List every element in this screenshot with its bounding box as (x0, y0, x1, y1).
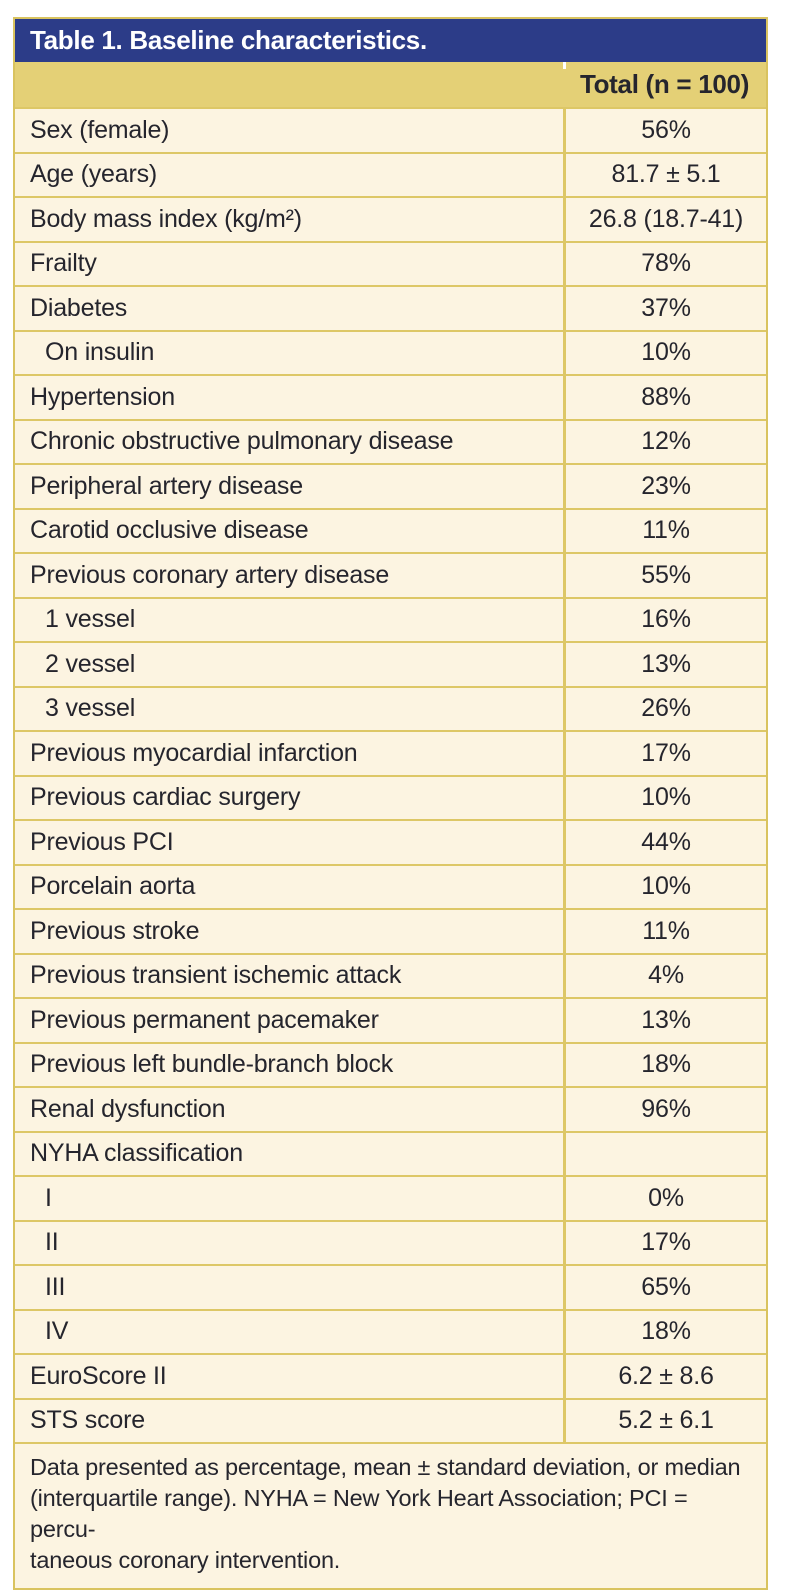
baseline-characteristics-table (13, 17, 768, 1590)
row-label: Carotid occlusive disease (30, 516, 309, 545)
row-value: 13% (563, 999, 766, 1042)
row-label: Previous permanent pacemaker (30, 1005, 379, 1034)
table-row (15, 285, 766, 330)
row-label: II (45, 1228, 59, 1257)
row-label: STS score (30, 1406, 145, 1435)
row-value: 12% (563, 421, 766, 464)
row-value: 23% (563, 465, 766, 508)
table-row (15, 597, 766, 642)
row-value: 4% (563, 955, 766, 998)
row-label: Chronic obstructive pulmonary disease (30, 427, 454, 456)
row-label: 1 vessel (45, 605, 136, 634)
table-body (15, 107, 766, 1442)
table-row (15, 1220, 766, 1265)
row-value: 18% (563, 1044, 766, 1087)
row-label: Previous left bundle-branch block (30, 1050, 394, 1079)
table-row (15, 196, 766, 241)
row-value: 10% (563, 866, 766, 909)
column-header-row (15, 62, 766, 107)
row-label: Previous coronary artery disease (30, 560, 390, 589)
table-row (15, 1175, 766, 1220)
row-label: 3 vessel (45, 694, 136, 723)
row-label: On insulin (45, 338, 155, 367)
footnote-line: taneous coronary intervention. (30, 1547, 341, 1573)
row-label: Diabetes (30, 293, 128, 322)
table-title-bar (15, 19, 766, 62)
row-value: 6.2 ± 8.6 (563, 1355, 766, 1398)
row-value: 37% (563, 287, 766, 330)
row-label: Previous transient ischemic attack (30, 961, 402, 990)
row-label: Sex (female) (30, 115, 170, 144)
row-label: NYHA classification (30, 1139, 243, 1168)
table-row (15, 241, 766, 286)
row-label: Porcelain aorta (30, 872, 196, 901)
row-value (563, 1133, 766, 1176)
row-value: 10% (563, 777, 766, 820)
table-row (15, 730, 766, 775)
row-value: 13% (563, 643, 766, 686)
row-label: EuroScore II (30, 1361, 167, 1390)
table-row (15, 1398, 766, 1443)
row-label: Body mass index (kg/m²) (30, 204, 302, 233)
row-value: 17% (563, 1222, 766, 1265)
table-row (15, 152, 766, 197)
row-label: Hypertension (30, 382, 175, 411)
row-label: IV (45, 1317, 69, 1346)
row-value: 88% (563, 376, 766, 419)
table-row (15, 953, 766, 998)
row-label: Age (years) (30, 160, 158, 189)
row-label: Previous cardiac surgery (30, 783, 301, 812)
table-row (15, 1264, 766, 1309)
row-label: Frailty (30, 249, 97, 278)
column-header-total: Total (n = 100) (579, 69, 750, 99)
table-row (15, 641, 766, 686)
row-value: 56% (563, 109, 766, 152)
row-value: 0% (563, 1177, 766, 1220)
table-row (15, 1353, 766, 1398)
row-label: Peripheral artery disease (30, 471, 303, 500)
table-row (15, 508, 766, 553)
row-value: 26.8 (18.7-41) (563, 198, 766, 241)
table-footnote (15, 1442, 766, 1588)
row-label: Renal dysfunction (30, 1094, 226, 1123)
row-value: 5.2 ± 6.1 (563, 1400, 766, 1443)
footnote-line: Data presented as percentage, mean ± standard deviation, or median (30, 1454, 741, 1480)
table-title: Table 1. Baseline characteristics. (30, 25, 427, 55)
column-divider-tick (563, 62, 566, 69)
table-row (15, 1042, 766, 1087)
table-row (15, 1131, 766, 1176)
row-value: 96% (563, 1088, 766, 1131)
row-label: Previous PCI (30, 827, 174, 856)
table-row (15, 775, 766, 820)
row-label: I (45, 1183, 52, 1212)
row-label: III (45, 1272, 66, 1301)
column-header-spacer (15, 62, 563, 107)
row-value: 11% (563, 910, 766, 953)
table-row (15, 1309, 766, 1354)
row-value: 55% (563, 554, 766, 597)
table-row (15, 463, 766, 508)
table-row (15, 997, 766, 1042)
row-value: 44% (563, 821, 766, 864)
table-row (15, 419, 766, 464)
row-value: 11% (563, 510, 766, 553)
table-row (15, 819, 766, 864)
table-row (15, 107, 766, 152)
row-value: 10% (563, 332, 766, 375)
row-value: 65% (563, 1266, 766, 1309)
table-row (15, 908, 766, 953)
table-row (15, 1086, 766, 1131)
row-value: 18% (563, 1311, 766, 1354)
table-row (15, 864, 766, 909)
row-value: 26% (563, 688, 766, 731)
row-value: 16% (563, 599, 766, 642)
table-row (15, 330, 766, 375)
row-label: Previous stroke (30, 916, 200, 945)
table-row (15, 686, 766, 731)
row-label: 2 vessel (45, 649, 136, 678)
row-value: 81.7 ± 5.1 (563, 154, 766, 197)
row-label: Previous myocardial infarction (30, 738, 358, 767)
table-row (15, 552, 766, 597)
row-value: 17% (563, 732, 766, 775)
footnote-line: (interquartile range). NYHA = New York Heart Association; PCI = percu- (30, 1485, 688, 1542)
row-value: 78% (563, 243, 766, 286)
table-row (15, 374, 766, 419)
